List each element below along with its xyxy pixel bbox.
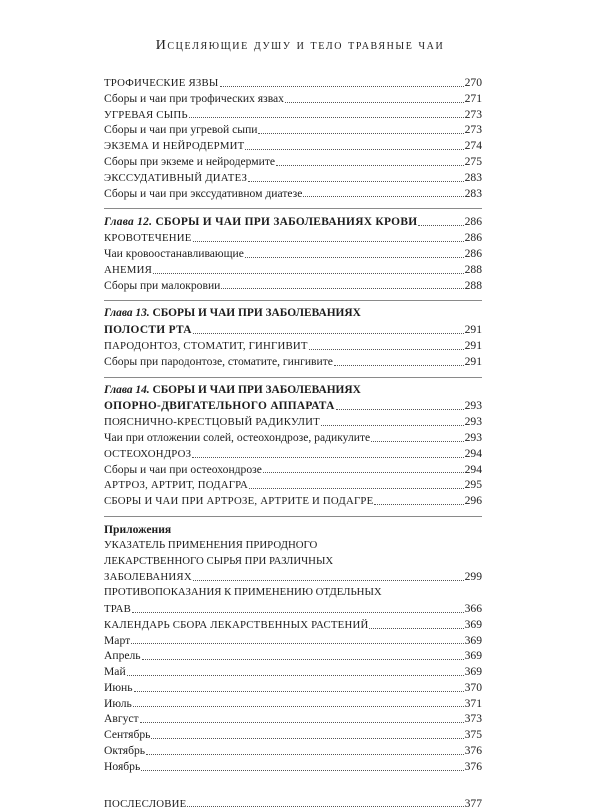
toc-entry[interactable] — [104, 727, 482, 743]
toc-entry-page: 283 — [464, 170, 482, 184]
toc-entry-text: УГРЕВАЯ СЫПЬ — [104, 108, 188, 121]
toc-entry-page: 376 — [464, 744, 482, 758]
toc-entry-text: ТРОФИЧЕСКИЕ ЯЗВЫ — [104, 77, 219, 89]
toc-entry-page: 288 — [464, 262, 482, 276]
dot-leader — [140, 722, 464, 723]
chapter-13-title-line1: СБОРЫ И ЧАИ ПРИ ЗАБОЛЕВАНИЯХ — [152, 307, 361, 320]
dot-leader — [374, 504, 463, 505]
toc-entry[interactable] — [104, 262, 482, 278]
appendix-title: Приложения — [104, 522, 172, 536]
divider — [104, 370, 482, 378]
toc-entry[interactable] — [104, 122, 482, 138]
chapter-14-title-line2: ОПОРНО-ДВИГАТЕЛЬНОГО АППАРАТА — [104, 400, 335, 413]
appendix-index-line3[interactable] — [104, 569, 482, 585]
chapter-14-heading-cont[interactable] — [104, 398, 482, 414]
toc-entry[interactable] — [104, 354, 482, 370]
toc-entry-page: 286 — [464, 246, 482, 260]
chapter-13-title-line2: ПОЛОСТИ РТА — [104, 324, 192, 337]
chapter-14-title-line1: СБОРЫ И ЧАИ ПРИ ЗАБОЛЕВАНИЯХ — [152, 383, 361, 396]
toc-entry[interactable] — [104, 75, 482, 91]
appendix-contra-page: 366 — [464, 601, 482, 615]
dot-leader — [146, 754, 464, 755]
toc-entry-text: ПАРОДОНТОЗ, СТОМАТИТ, ГИНГИВИТ — [104, 339, 308, 352]
toc-entry-text: Октябрь — [104, 744, 146, 758]
dot-leader — [276, 165, 464, 166]
chapter-14-page: 293 — [464, 399, 482, 413]
dot-leader — [187, 806, 463, 807]
dot-leader — [131, 643, 463, 644]
dot-leader — [245, 149, 463, 150]
toc-entry-text: Июль — [104, 696, 132, 710]
toc-entry-page: 369 — [464, 649, 482, 663]
dot-leader — [193, 241, 464, 242]
toc-entry-text: ЭКЗЕМА И НЕЙРОДЕРМИТ — [104, 140, 245, 153]
dot-leader — [369, 628, 463, 629]
chapter-12-heading[interactable] — [104, 214, 482, 230]
toc-entry-page: 376 — [464, 759, 482, 773]
divider — [104, 293, 482, 301]
toc-entry-page: 288 — [464, 278, 482, 292]
toc-entry[interactable] — [104, 696, 482, 712]
running-head: Исцеляющие душу и тело травяные чаи — [155, 38, 445, 53]
toc-entry-page: 291 — [464, 354, 482, 368]
toc-entry[interactable] — [104, 477, 482, 493]
toc-entry-text: Март — [104, 633, 131, 647]
toc-entry[interactable] — [104, 414, 482, 430]
divider — [104, 509, 482, 517]
toc-entry[interactable] — [104, 711, 482, 727]
toc-entry-page: 274 — [464, 139, 482, 153]
chapter-14-heading[interactable] — [104, 383, 482, 399]
toc-entry[interactable] — [104, 138, 482, 154]
toc-entry[interactable] — [104, 446, 482, 462]
toc-entry-text: Сборы и чаи при экссудативном диатезе — [104, 186, 303, 200]
chapter-13-entries — [104, 338, 482, 370]
toc-entry-text: Апрель — [104, 649, 141, 663]
toc-entry-text: Ноябрь — [104, 759, 141, 773]
toc-entry-text: Май — [104, 665, 126, 679]
toc-entry-page: 293 — [464, 415, 482, 429]
afterword-page: 377 — [464, 796, 482, 810]
toc-entry-page: 294 — [464, 462, 482, 476]
toc-entry-text: Сборы при экземе и нейродермите — [104, 154, 276, 168]
toc-entry-page: 369 — [464, 633, 482, 647]
toc-entry-text: Август — [104, 712, 139, 726]
toc-entry-text: АНЕМИЯ — [104, 263, 152, 276]
appendix-index-page: 299 — [464, 570, 482, 584]
dot-leader — [336, 409, 464, 410]
dot-leader — [309, 349, 464, 350]
appendix-index-line2[interactable]: ЛЕКАРСТВЕННОГО СЫРЬЯ ПРИ РАЗЛИЧНЫХ — [104, 554, 334, 567]
toc-entry-text: КРОВОТЕЧЕНИЕ — [104, 232, 192, 245]
toc-entry-page: 271 — [464, 91, 482, 105]
appendix-index-line1[interactable]: УКАЗАТЕЛЬ ПРИМЕНЕНИЯ ПРИРОДНОГО — [104, 538, 318, 551]
chapter-13-heading-cont[interactable] — [104, 322, 482, 338]
toc-entry[interactable] — [104, 154, 482, 170]
toc-entry[interactable] — [104, 680, 482, 696]
dot-leader — [285, 102, 464, 103]
toc-entry-page: 296 — [464, 494, 482, 508]
toc-entry-page: 273 — [464, 123, 482, 137]
dot-leader — [153, 273, 464, 274]
toc-entry-page: 286 — [464, 231, 482, 245]
toc-entry-text: Сборы при пародонтозе, стоматите, гингивите — [104, 354, 333, 368]
toc-entry-page: 275 — [464, 154, 482, 168]
toc-entry-page: 295 — [464, 478, 482, 492]
toc-entry[interactable] — [104, 338, 482, 354]
toc-entry-page: 283 — [464, 186, 482, 200]
dot-leader — [132, 612, 464, 613]
dot-leader — [141, 770, 463, 771]
toc-entry-text: ЭКССУДАТИВНЫЙ ДИАТЕЗ — [104, 171, 248, 184]
chapter-13-label: Глава 13. — [104, 307, 150, 320]
toc-entry-text: Сборы и чаи при трофических язвах — [104, 91, 284, 105]
dot-leader — [371, 441, 463, 442]
dot-leader — [220, 86, 464, 87]
toc-entry-page: 370 — [464, 680, 482, 694]
toc-entry-page: 291 — [464, 338, 482, 352]
toc-entry[interactable] — [104, 278, 482, 294]
table-of-contents — [104, 75, 482, 811]
chapter-12-label: Глава 12. — [104, 216, 153, 229]
dot-leader — [263, 472, 464, 473]
toc-entry-page: 273 — [464, 107, 482, 121]
toc-entry-page: 293 — [464, 430, 482, 444]
toc-entry-page: 369 — [464, 665, 482, 679]
dot-leader — [151, 738, 463, 739]
toc-entry-text: АРТРОЗ, АРТРИТ, ПОДАГРА — [104, 479, 248, 492]
dot-leader — [258, 133, 463, 134]
chapter-13-page: 291 — [464, 323, 482, 337]
dot-leader — [334, 365, 464, 366]
toc-entry[interactable] — [104, 462, 482, 478]
toc-entry[interactable] — [104, 107, 482, 123]
chapter-12-entries — [104, 230, 482, 293]
calendar-months — [104, 633, 482, 775]
afterword-text: ПОСЛЕСЛОВИЕ — [104, 797, 187, 810]
toc-entry-page: 373 — [464, 712, 482, 726]
chapter-13-heading[interactable] — [104, 306, 482, 322]
toc-entry-text: Чаи кровоостанавливающие — [104, 246, 244, 260]
appendix-contra-text: ТРАВ — [104, 602, 132, 615]
dot-leader — [249, 488, 464, 489]
toc-entry-text: Сентябрь — [104, 728, 151, 742]
spacer — [104, 775, 482, 796]
toc-entry-text: ОСТЕОХОНДРОЗ — [104, 447, 192, 460]
dot-leader — [142, 659, 464, 660]
toc-entry[interactable] — [104, 91, 482, 107]
dot-leader — [127, 675, 464, 676]
chapter-12-page: 286 — [464, 215, 482, 229]
dot-leader — [303, 196, 463, 197]
dot-leader — [245, 257, 464, 258]
toc-entry-text: СБОРЫ И ЧАИ ПРИ АРТРОЗЕ, АРТРИТЕ И ПОДАГРЕ — [104, 495, 374, 508]
toc-entry-text: Сборы и чаи при остеохондрозе — [104, 462, 262, 476]
dot-leader — [134, 691, 464, 692]
toc-group-skin — [104, 75, 482, 201]
dot-leader — [418, 225, 463, 226]
dot-leader — [321, 425, 464, 426]
chapter-12-title: СБОРЫ И ЧАИ ПРИ ЗАБОЛЕВАНИЯХ КРОВИ — [155, 216, 418, 229]
toc-entry[interactable] — [104, 633, 482, 649]
toc-entry[interactable] — [104, 743, 482, 759]
toc-entry-text: Июнь — [104, 680, 133, 694]
toc-entry[interactable] — [104, 493, 482, 509]
appendix-calendar-page: 369 — [464, 617, 482, 631]
chapter-14-label: Глава 14. — [104, 383, 150, 396]
afterword-entry[interactable] — [104, 796, 482, 811]
appendix-contra-line2[interactable] — [104, 601, 482, 617]
appendix-calendar-text: КАЛЕНДАРЬ СБОРА ЛЕКАРСТВЕННЫХ РАСТЕНИЙ — [104, 618, 369, 631]
toc-entry[interactable] — [104, 648, 482, 664]
appendix-contra-line1[interactable]: ПРОТИВОПОКАЗАНИЯ К ПРИМЕНЕНИЮ ОТДЕЛЬНЫХ — [104, 586, 382, 599]
chapter-14-entries — [104, 414, 482, 509]
toc-entry[interactable] — [104, 170, 482, 186]
toc-entry-page: 270 — [464, 76, 482, 89]
toc-entry[interactable] — [104, 230, 482, 246]
dot-leader — [189, 117, 464, 118]
appendix-calendar[interactable] — [104, 617, 482, 633]
toc-entry-text: Чаи при отложении солей, остеохондрозе, радикулите — [104, 430, 371, 444]
toc-entry-text: Сборы при малокровии — [104, 278, 221, 292]
toc-entry[interactable] — [104, 246, 482, 262]
dot-leader — [248, 181, 463, 182]
toc-entry[interactable] — [104, 664, 482, 680]
dot-leader — [193, 580, 464, 581]
toc-entry-text: Сборы и чаи при угревой сыпи — [104, 123, 258, 137]
toc-entry[interactable] — [104, 186, 482, 202]
toc-entry[interactable] — [104, 430, 482, 446]
toc-entry[interactable] — [104, 759, 482, 775]
divider — [104, 201, 482, 209]
appendix-index-text: ЗАБОЛЕВАНИЯХ — [104, 571, 192, 584]
toc-entry-text: ПОЯСНИЧНО-КРЕСТЦОВЫЙ РАДИКУЛИТ — [104, 416, 320, 429]
toc-entry-page: 375 — [464, 728, 482, 742]
dot-leader — [193, 333, 464, 334]
toc-entry-page: 371 — [464, 696, 482, 710]
toc-entry-page: 294 — [464, 446, 482, 460]
dot-leader — [221, 288, 463, 289]
dot-leader — [133, 706, 464, 707]
dot-leader — [192, 457, 463, 458]
